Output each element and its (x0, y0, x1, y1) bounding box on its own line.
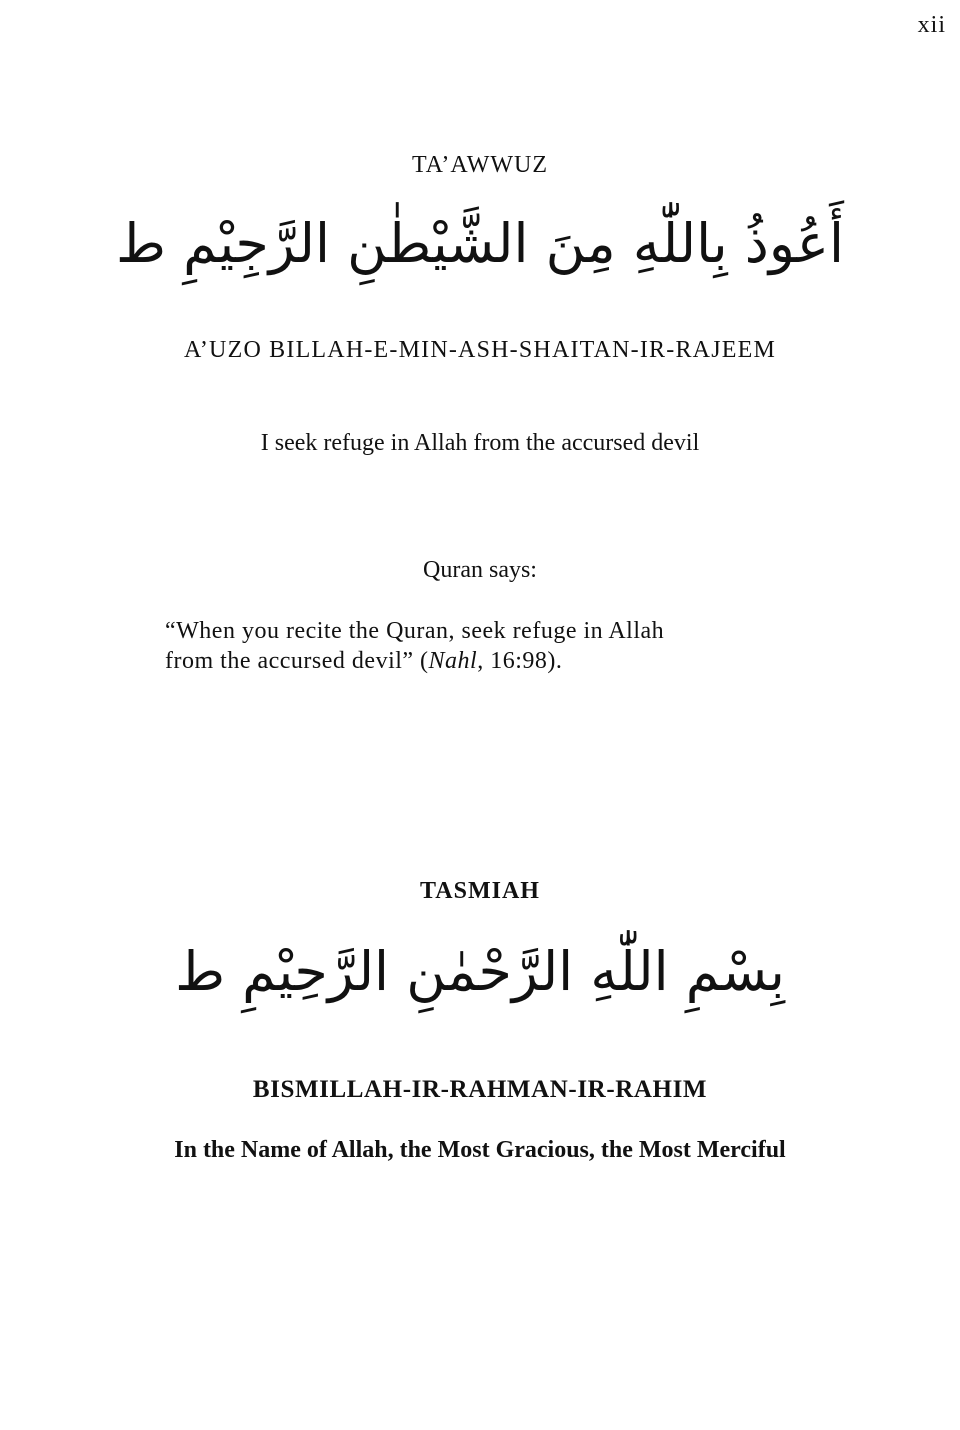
taawwuz-meaning: I seek refuge in Allah from the accursed devil (260, 430, 700, 456)
quote-reference-verse: , 16:98). (477, 648, 563, 674)
quote-line-2 (165, 646, 825, 676)
tasmiah-arabic-text: بِسْمِ اللّٰهِ الرَّحْمٰنِ الرَّحِيْمِ ط (175, 940, 785, 1003)
page-number: xii (917, 12, 946, 38)
taawwuz-heading: TA’AWWUZ (411, 152, 549, 178)
quote-reference-surah: Nahl (428, 648, 478, 674)
quran-says-label: Quran says: (423, 557, 537, 583)
quote-line-1: “When you recite the Quran, seek refuge in Allah (165, 618, 665, 644)
tasmiah-heading: TASMIAH (420, 878, 540, 904)
tasmiah-transliteration: BISMILLAH-IR-RAHMAN-IR-RAHIM (252, 1076, 708, 1103)
quote-text: from the accursed devil” ( (165, 648, 429, 674)
quran-quote (165, 616, 825, 676)
tasmiah-meaning: In the Name of Allah, the Most Gracious, the Most Merciful (174, 1137, 786, 1163)
taawwuz-transliteration: A’UZO BILLAH-E-MIN-ASH-SHAITAN-IR-RAJEEM (183, 337, 776, 363)
taawwuz-arabic-text: أَعُوذُ بِاللّٰهِ مِنَ الشَّيْطٰنِ الرَّجِيْمِ ط (116, 212, 844, 275)
